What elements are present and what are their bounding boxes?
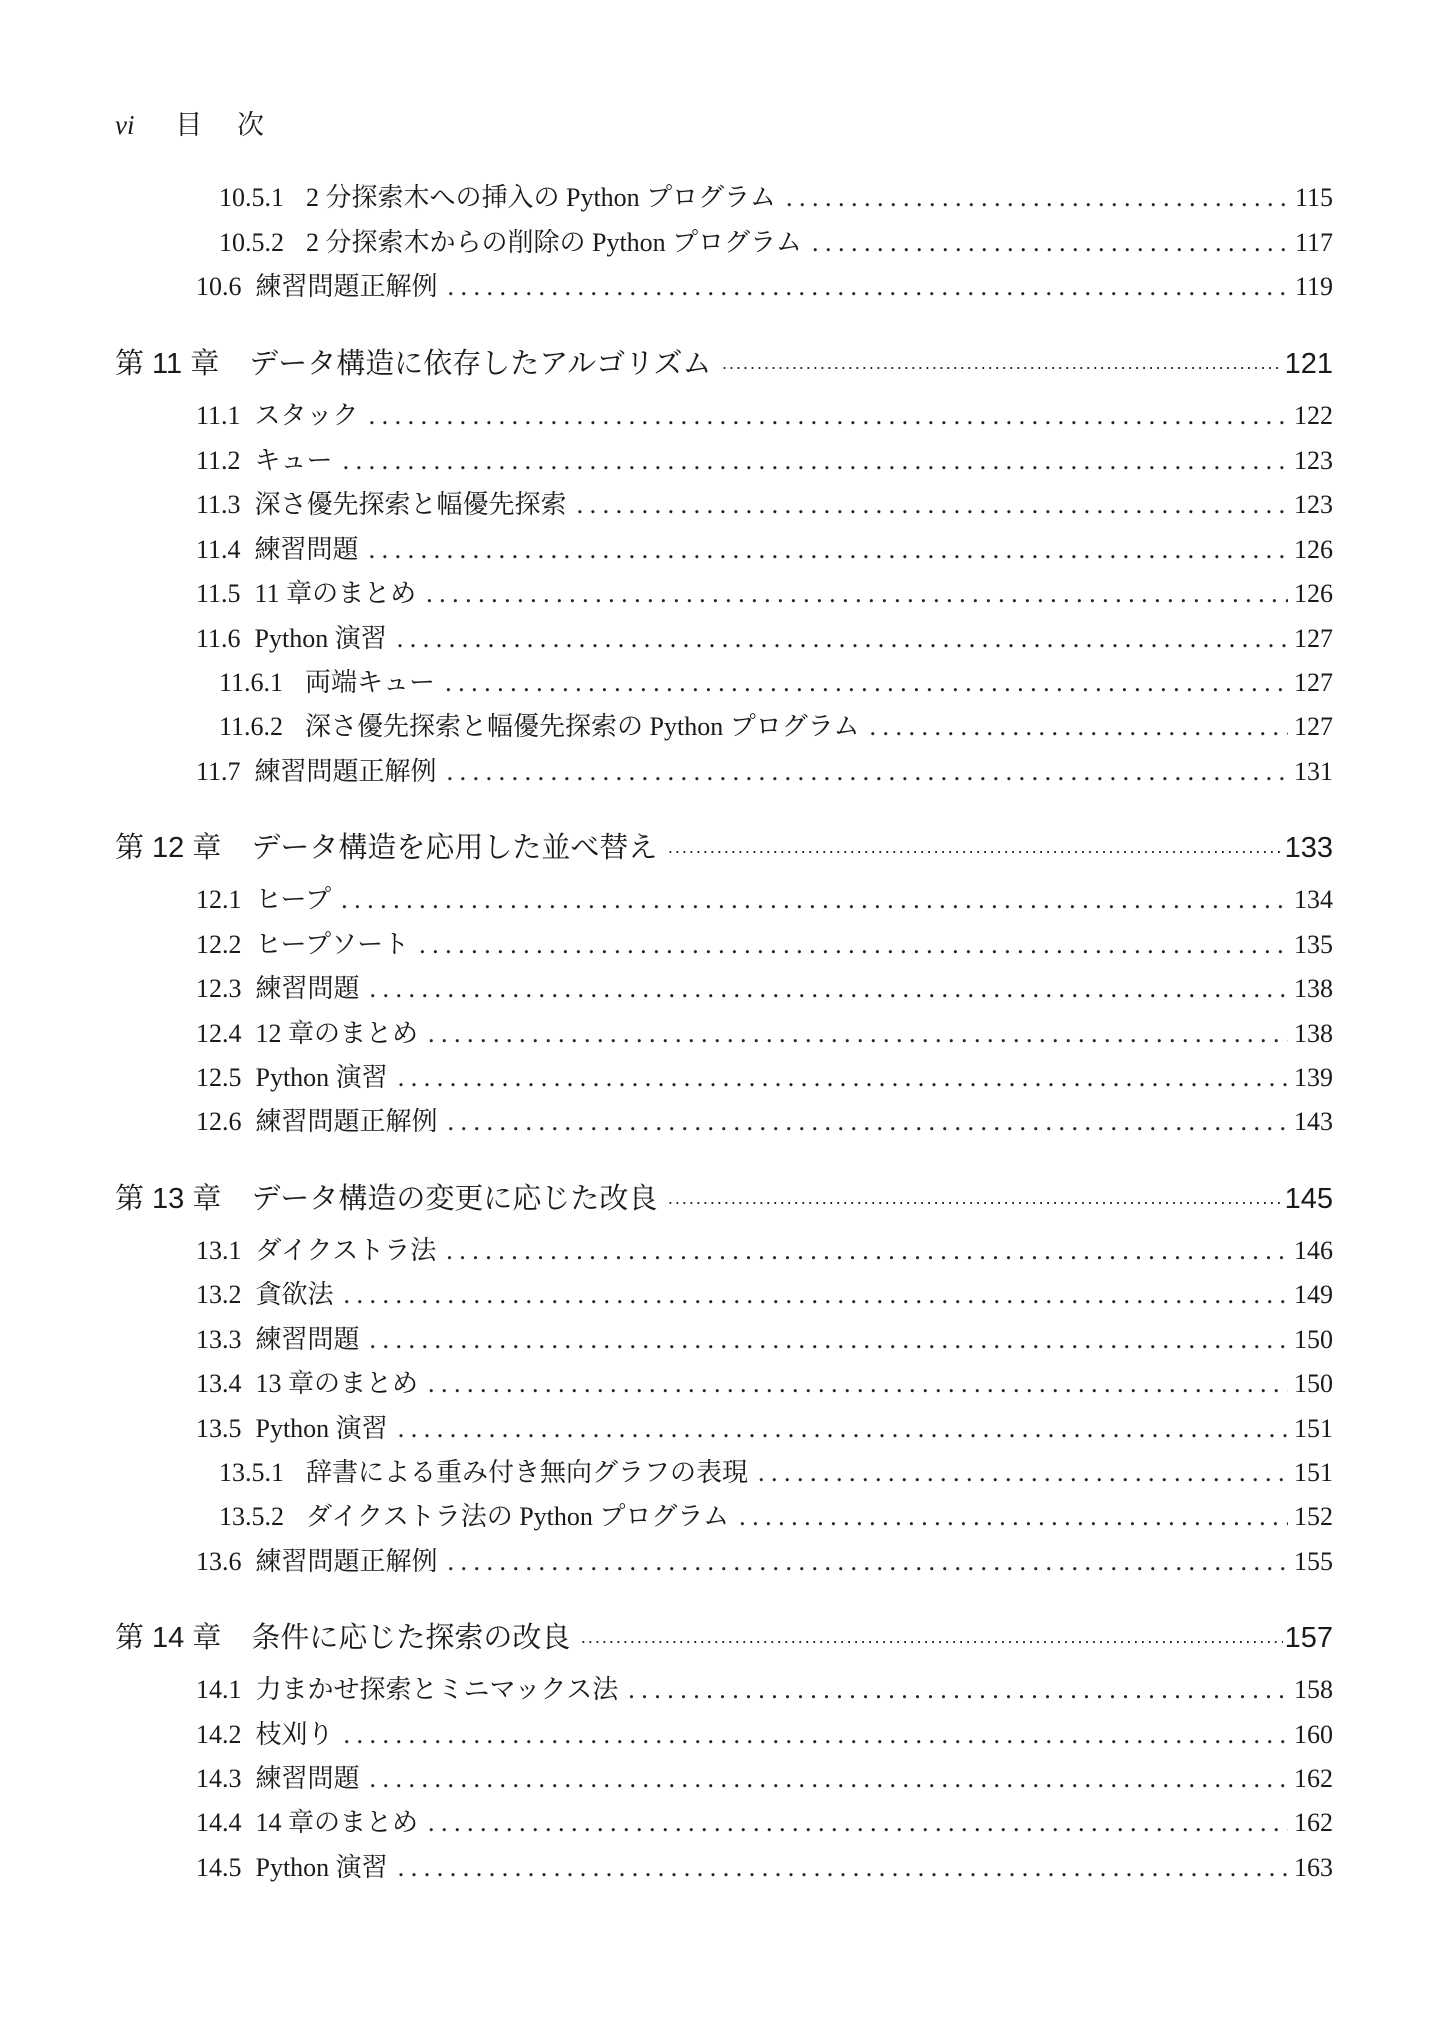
entry-title: ヒープ xyxy=(255,885,332,914)
entry-title: 練習問題 xyxy=(255,1325,360,1354)
toc-section-entry xyxy=(196,1541,1333,1581)
entry-page-number: 150 xyxy=(1294,1369,1333,1398)
dot-leader xyxy=(398,1853,1288,1883)
entry-page-number: 126 xyxy=(1294,579,1333,608)
entry-number: 14.4 xyxy=(196,1808,242,1837)
toc-subsection-entry xyxy=(219,706,1333,746)
entry-page-number: 163 xyxy=(1294,1853,1333,1882)
toc-section-entry xyxy=(196,1013,1333,1053)
toc-section-entry xyxy=(196,1758,1333,1798)
entry-page-number: 127 xyxy=(1294,624,1333,653)
entry-page-number: 126 xyxy=(1294,535,1333,564)
toc-chapter-entry xyxy=(115,1176,1333,1220)
entry-title: 両端キュー xyxy=(305,668,436,697)
toc-section-entry xyxy=(196,1408,1333,1448)
entry-title: ダイクストラ法の Python プログラム xyxy=(306,1502,730,1531)
entry-title: 練習問題正解例 xyxy=(254,757,437,786)
dot-leader xyxy=(739,1502,1288,1532)
entry-number: 13.4 xyxy=(196,1369,242,1398)
dot-leader xyxy=(448,272,1289,302)
entry-title: 練習問題正解例 xyxy=(255,272,438,301)
entry-title: 力まかせ探索とミニマックス法 xyxy=(255,1675,619,1704)
toc-section-entry xyxy=(196,751,1333,791)
entry-title: 2 分探索木からの削除の Python プログラム xyxy=(306,228,802,257)
entry-title: 条件に応じた探索の改良 xyxy=(251,1622,571,1654)
dot-leader xyxy=(397,624,1288,654)
entry-page-number: 162 xyxy=(1294,1808,1333,1837)
toc-section-entry xyxy=(196,484,1333,524)
dot-leader xyxy=(667,1192,1282,1213)
entry-title: 練習問題正解例 xyxy=(255,1107,438,1136)
entry-page-number: 162 xyxy=(1294,1764,1333,1793)
toc-section-entry xyxy=(196,1057,1333,1097)
entry-page-number: 115 xyxy=(1294,183,1333,212)
entry-title: 貪欲法 xyxy=(255,1280,334,1309)
entry-page-number: 158 xyxy=(1294,1675,1333,1704)
entry-number: 10.5.1 xyxy=(219,183,284,212)
entry-page-number: 121 xyxy=(1284,348,1333,380)
toc-section-entry xyxy=(196,1101,1333,1141)
entry-page-number: 138 xyxy=(1294,1019,1333,1048)
entry-number: 11.3 xyxy=(196,490,241,519)
entry-page-number: 149 xyxy=(1294,1280,1333,1309)
dot-leader xyxy=(667,841,1282,862)
entry-page-number: 143 xyxy=(1294,1107,1333,1136)
entry-page-number: 135 xyxy=(1294,930,1333,959)
toc-section-entry xyxy=(196,440,1333,480)
entry-number: 14.1 xyxy=(196,1675,242,1704)
entry-page-number: 127 xyxy=(1294,712,1333,741)
entry-title: データ構造を応用した並べ替え xyxy=(251,832,658,864)
toc-section-entry xyxy=(196,395,1333,435)
dot-leader xyxy=(446,1236,1288,1266)
entry-title: Python 演習 xyxy=(255,1414,388,1443)
header-title: 目 次 xyxy=(175,110,278,140)
entry-number: 11.1 xyxy=(196,401,241,430)
toc-chapter-entry xyxy=(115,1615,1333,1659)
entry-number: 12.5 xyxy=(196,1063,242,1092)
dot-leader xyxy=(370,974,1288,1004)
dot-leader xyxy=(344,1720,1288,1750)
entry-number: 13.3 xyxy=(196,1325,242,1354)
toc-section-entry xyxy=(196,266,1333,306)
entry-number: 13.5.1 xyxy=(219,1458,284,1487)
toc-section-entry xyxy=(196,1363,1333,1403)
entry-page-number: 160 xyxy=(1294,1720,1333,1749)
entry-page-number: 117 xyxy=(1294,228,1333,257)
entry-number: 第 12 章 xyxy=(115,832,222,864)
toc-section-entry xyxy=(196,1847,1333,1887)
entry-page-number: 131 xyxy=(1294,757,1333,786)
toc-subsection-entry xyxy=(219,177,1333,217)
dot-leader xyxy=(370,1764,1288,1794)
dot-leader xyxy=(812,228,1289,258)
entry-number: 10.6 xyxy=(196,272,242,301)
entry-page-number: 122 xyxy=(1294,401,1333,430)
dot-leader xyxy=(447,757,1288,787)
toc-section-entry xyxy=(196,1714,1333,1754)
dot-leader xyxy=(428,1019,1288,1049)
entry-page-number: 123 xyxy=(1294,446,1333,475)
toc-section-entry xyxy=(196,618,1333,658)
entry-number: 13.2 xyxy=(196,1280,242,1309)
dot-leader xyxy=(445,668,1288,698)
entry-number: 12.3 xyxy=(196,974,242,1003)
dot-leader xyxy=(344,1280,1288,1310)
toc-section-entry xyxy=(196,1319,1333,1359)
dot-leader xyxy=(786,183,1289,213)
entry-title: Python 演習 xyxy=(254,624,387,653)
dot-leader xyxy=(369,535,1288,565)
dot-leader xyxy=(426,579,1288,609)
dot-leader xyxy=(398,1414,1288,1444)
dot-leader xyxy=(448,1107,1288,1137)
entry-number: 11.4 xyxy=(196,535,241,564)
dot-leader xyxy=(370,1325,1288,1355)
entry-page-number: 146 xyxy=(1294,1236,1333,1265)
dot-leader xyxy=(341,885,1288,915)
toc-chapter-entry xyxy=(115,341,1333,385)
entry-number: 11.6 xyxy=(196,624,241,653)
entry-number: 12.1 xyxy=(196,885,242,914)
entry-title: 辞書による重み付き無向グラフの表現 xyxy=(306,1458,749,1487)
dot-leader xyxy=(343,446,1288,476)
entry-title: 練習問題正解例 xyxy=(255,1547,438,1576)
toc-section-entry xyxy=(196,879,1333,919)
entry-page-number: 133 xyxy=(1284,832,1333,864)
entry-title: データ構造の変更に応じた改良 xyxy=(251,1183,658,1215)
entry-title: ダイクストラ法 xyxy=(255,1236,437,1265)
entry-page-number: 145 xyxy=(1284,1183,1333,1215)
toc-section-entry xyxy=(196,1802,1333,1842)
entry-title: 11 章のまとめ xyxy=(254,579,417,608)
dot-leader xyxy=(869,712,1288,742)
toc-section-entry xyxy=(196,1274,1333,1314)
toc-section-entry xyxy=(196,1230,1333,1270)
entry-number: 12.2 xyxy=(196,930,242,959)
toc-section-entry xyxy=(196,573,1333,613)
entry-number: 第 13 章 xyxy=(115,1183,222,1215)
page-folio: vi xyxy=(115,110,135,140)
entry-number: 12.6 xyxy=(196,1107,242,1136)
entry-title: Python 演習 xyxy=(255,1063,388,1092)
entry-title: ヒープソート xyxy=(255,930,410,959)
entry-page-number: 127 xyxy=(1294,668,1333,697)
entry-title: データ構造に依存したアルゴリズム xyxy=(249,348,712,380)
entry-number: 第 14 章 xyxy=(115,1622,222,1654)
toc-section-entry xyxy=(196,968,1333,1008)
dot-leader xyxy=(428,1369,1288,1399)
running-header xyxy=(115,103,278,142)
dot-leader xyxy=(722,357,1283,378)
toc-section-entry xyxy=(196,924,1333,964)
toc-subsection-entry xyxy=(219,1452,1333,1492)
dot-leader xyxy=(419,930,1288,960)
entry-page-number: 134 xyxy=(1294,885,1333,914)
entry-number: 11.7 xyxy=(196,757,241,786)
entry-title: Python 演習 xyxy=(255,1853,388,1882)
entry-number: 11.6.1 xyxy=(219,668,284,697)
entry-number: 11.2 xyxy=(196,446,241,475)
entry-page-number: 150 xyxy=(1294,1325,1333,1354)
toc-section-entry xyxy=(196,529,1333,569)
toc-subsection-entry xyxy=(219,662,1333,702)
entry-page-number: 119 xyxy=(1294,272,1333,301)
entry-page-number: 151 xyxy=(1294,1458,1333,1487)
entry-title: 2 分探索木への挿入の Python プログラム xyxy=(306,183,776,212)
entry-page-number: 138 xyxy=(1294,974,1333,1003)
entry-title: 練習問題 xyxy=(255,974,360,1003)
toc-chapter-entry xyxy=(115,825,1333,869)
entry-page-number: 155 xyxy=(1294,1547,1333,1576)
entry-page-number: 139 xyxy=(1294,1063,1333,1092)
dot-leader xyxy=(628,1675,1288,1705)
entry-number: 14.2 xyxy=(196,1720,242,1749)
entry-number: 13.5 xyxy=(196,1414,242,1443)
entry-number: 11.5 xyxy=(196,579,241,608)
entry-number: 14.5 xyxy=(196,1853,242,1882)
dot-leader xyxy=(580,1631,1282,1652)
entry-title: スタック xyxy=(254,401,359,430)
entry-title: 枝刈り xyxy=(255,1720,334,1749)
entry-page-number: 123 xyxy=(1294,490,1333,519)
entry-title: 12 章のまとめ xyxy=(255,1019,419,1048)
entry-title: 練習問題 xyxy=(255,1764,360,1793)
entry-number: 13.5.2 xyxy=(219,1502,284,1531)
dot-leader xyxy=(577,490,1288,520)
entry-title: 13 章のまとめ xyxy=(255,1369,419,1398)
toc-section-entry xyxy=(196,1669,1333,1709)
entry-title: 練習問題 xyxy=(254,535,359,564)
dot-leader xyxy=(758,1458,1288,1488)
entry-title: キュー xyxy=(254,446,333,475)
dot-leader xyxy=(369,401,1288,431)
entry-number: 12.4 xyxy=(196,1019,242,1048)
dot-leader xyxy=(448,1547,1288,1577)
toc-subsection-entry xyxy=(219,1496,1333,1536)
entry-page-number: 157 xyxy=(1284,1622,1333,1654)
entry-title: 深さ優先探索と幅優先探索 xyxy=(254,490,567,519)
entry-number: 14.3 xyxy=(196,1764,242,1793)
entry-title: 14 章のまとめ xyxy=(255,1808,419,1837)
entry-page-number: 152 xyxy=(1294,1502,1333,1531)
entry-number: 第 11 章 xyxy=(115,348,220,380)
dot-leader xyxy=(428,1808,1288,1838)
entry-title: 深さ優先探索と幅優先探索の Python プログラム xyxy=(305,712,860,741)
entry-number: 13.6 xyxy=(196,1547,242,1576)
entry-number: 10.5.2 xyxy=(219,228,284,257)
dot-leader xyxy=(398,1063,1288,1093)
toc-subsection-entry xyxy=(219,222,1333,262)
entry-page-number: 151 xyxy=(1294,1414,1333,1443)
entry-number: 13.1 xyxy=(196,1236,242,1265)
entry-number: 11.6.2 xyxy=(219,712,284,741)
